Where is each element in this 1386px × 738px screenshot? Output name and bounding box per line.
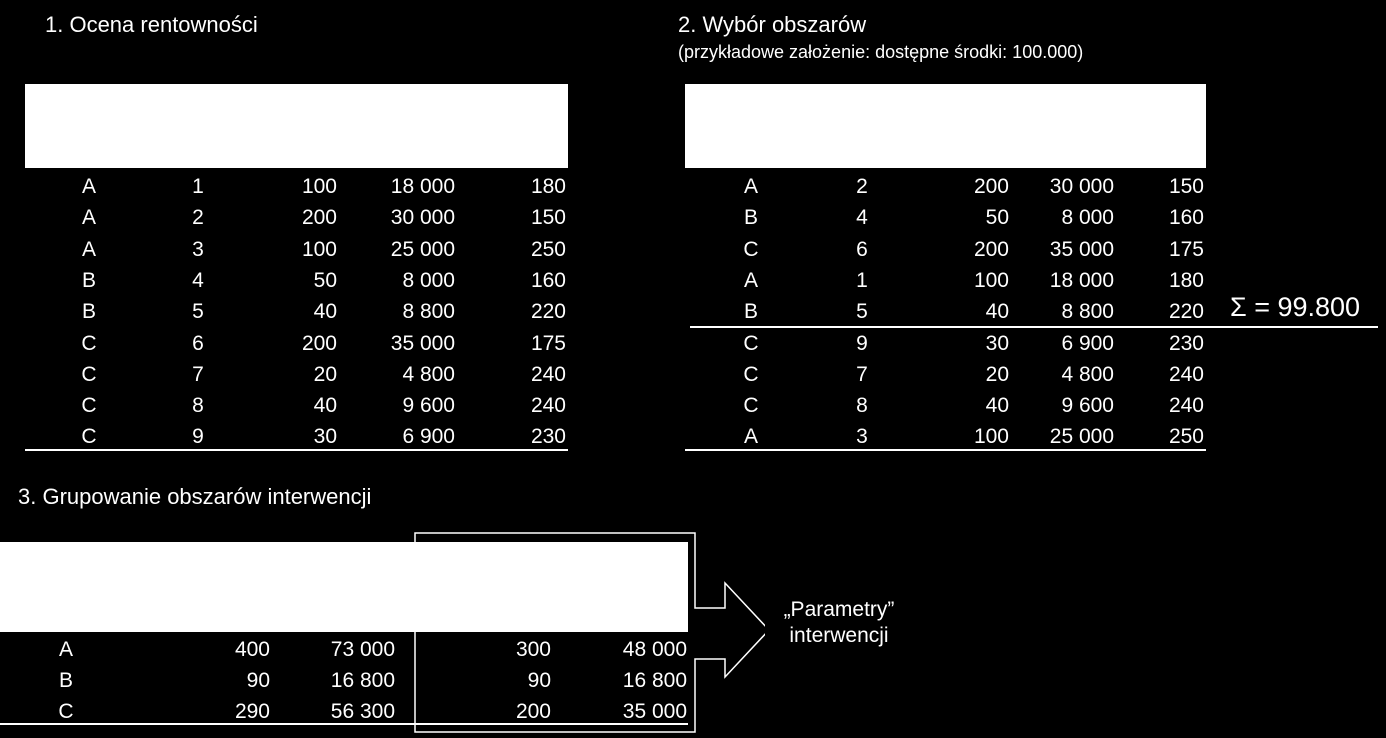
table-cell: A: [743, 175, 759, 198]
table-cell: 7: [192, 362, 204, 386]
table-row: [0, 202, 1386, 233]
table-cell: B: [743, 206, 759, 230]
table-cell: 3: [192, 237, 204, 261]
section2-subtitle: (przykładowe założenie: dostępne środki: 100.000): [678, 42, 1084, 62]
table-cell: 150: [530, 206, 566, 230]
table-cell: 1: [192, 175, 204, 198]
table-cell: 180: [1168, 268, 1204, 292]
table-cell: C: [81, 425, 97, 449]
table-cell: 180: [530, 175, 566, 198]
table-cell: 18 000: [390, 175, 455, 198]
table-cell: 150: [1168, 175, 1204, 198]
table-cell: C: [81, 362, 97, 386]
table-cell: 18 000: [1049, 268, 1114, 292]
table-cell: 7: [856, 362, 868, 386]
table-cell: 8: [856, 394, 868, 418]
table-cell: 1: [856, 268, 868, 292]
table-cell: 5: [192, 300, 204, 324]
table-cell: A: [81, 206, 97, 230]
table-cell: 8 000: [402, 268, 455, 292]
table-cell: A: [743, 268, 759, 292]
table-cell: 40: [313, 394, 337, 418]
table-cell: 240: [1168, 362, 1204, 386]
table-cell: 175: [530, 331, 566, 355]
table-cell: 8 800: [402, 300, 455, 324]
arrow-label-line1: „Parametry”: [783, 598, 895, 621]
table-cell: A: [81, 237, 97, 261]
table-cell: 30 000: [390, 206, 455, 230]
table-cell: 50: [985, 206, 1009, 230]
table-cell: 240: [530, 394, 566, 418]
sum-label: Σ = 99.800: [1230, 292, 1361, 322]
table-cell: C: [743, 362, 759, 386]
section2-title: 2. Wybór obszarów: [678, 12, 867, 37]
section1-title: 1. Ocena rentowności: [45, 12, 258, 37]
table-cell: 9 600: [1061, 394, 1114, 418]
table-cell: B: [58, 669, 74, 692]
budget-cutoff-line: [690, 326, 1378, 328]
section3-title: 3. Grupowanie obszarów interwencji: [18, 484, 372, 509]
table-cell: 4: [856, 206, 868, 230]
table-cell: 400: [234, 638, 270, 661]
table-cell: 6: [192, 331, 204, 355]
table-cell: 30: [313, 425, 337, 449]
table-row: [0, 421, 1386, 452]
table-cell: A: [81, 175, 97, 198]
table-cell: 100: [973, 425, 1009, 449]
table-cell: 56 300: [330, 700, 395, 723]
highlight-box-and-arrow: [405, 525, 765, 738]
table-cell: 90: [246, 669, 270, 692]
arrow-label: [755, 597, 923, 649]
table-cell: 73 000: [330, 638, 395, 661]
table-cell: 300: [515, 638, 551, 661]
section2-header-band: [685, 84, 1206, 168]
table-cell: B: [81, 300, 97, 324]
table-cell: 240: [1168, 394, 1204, 418]
table-cell: 6: [856, 237, 868, 261]
table-cell: 6 900: [402, 425, 455, 449]
table-cell: B: [81, 268, 97, 292]
table-cell: 50: [313, 268, 337, 292]
table-cell: 290: [234, 700, 270, 723]
table-cell: C: [743, 237, 759, 261]
table-cell: 30 000: [1049, 175, 1114, 198]
table-cell: 40: [313, 300, 337, 324]
table-row: [0, 328, 1386, 359]
table-row: [0, 265, 1386, 296]
table-row: [0, 296, 1386, 327]
table-cell: 35 000: [622, 700, 687, 723]
table-row: [0, 359, 1386, 390]
table-cell: 250: [1168, 425, 1204, 449]
table-cell: 250: [530, 237, 566, 261]
table-cell: 2: [192, 206, 204, 230]
table-cell: 100: [301, 175, 337, 198]
table-cell: C: [743, 394, 759, 418]
table-cell: 220: [1168, 300, 1204, 324]
arrow-icon: [415, 533, 765, 732]
table-cell: 200: [973, 175, 1009, 198]
table-cell: 160: [530, 268, 566, 292]
table-cell: 4 800: [402, 362, 455, 386]
table-cell: C: [81, 394, 97, 418]
table-cell: 4 800: [1061, 362, 1114, 386]
table-cell: C: [58, 700, 74, 723]
table-cell: 9: [856, 331, 868, 355]
table-cell: 100: [973, 268, 1009, 292]
table-cell: 4: [192, 268, 204, 292]
table-cell: 200: [301, 331, 337, 355]
table-cell: 160: [1168, 206, 1204, 230]
table-row: [0, 171, 1386, 202]
table-cell: A: [743, 425, 759, 449]
table-cell: 16 800: [622, 669, 687, 692]
table-cell: 30: [985, 331, 1009, 355]
table-cell: 90: [527, 669, 551, 692]
section2-table: [0, 171, 1386, 451]
table-cell: 100: [301, 237, 337, 261]
arrow-label-line2: interwencji: [789, 624, 889, 647]
table-cell: 9: [192, 425, 204, 449]
table-cell: 40: [985, 300, 1009, 324]
table-row: [0, 390, 1386, 421]
table-cell: 6 900: [1061, 331, 1114, 355]
table-cell: 8: [192, 394, 204, 418]
table-cell: 5: [856, 300, 868, 324]
table-cell: 200: [973, 237, 1009, 261]
table-cell: 200: [301, 206, 337, 230]
table-cell: 175: [1168, 237, 1204, 261]
table-cell: 220: [530, 300, 566, 324]
table-cell: 200: [515, 700, 551, 723]
table-cell: C: [81, 331, 97, 355]
table-cell: 40: [985, 394, 1009, 418]
table-cell: 230: [1168, 331, 1204, 355]
table-cell: 20: [313, 362, 337, 386]
table-cell: 9 600: [402, 394, 455, 418]
table-cell: 2: [856, 175, 868, 198]
table-cell: 48 000: [622, 638, 687, 661]
table-cell: 8 000: [1061, 206, 1114, 230]
table-cell: 240: [530, 362, 566, 386]
table-cell: 230: [530, 425, 566, 449]
table-cell: 35 000: [1049, 237, 1114, 261]
section1-header-band: [25, 84, 568, 168]
table-cell: 20: [985, 362, 1009, 386]
table-cell: A: [58, 638, 74, 661]
table-cell: 35 000: [390, 331, 455, 355]
table-cell: 16 800: [330, 669, 395, 692]
table-cell: 8 800: [1061, 300, 1114, 324]
section2-bottom-rule: [685, 449, 1206, 451]
table-cell: B: [743, 300, 759, 324]
table-cell: 3: [856, 425, 868, 449]
table-cell: 25 000: [390, 237, 455, 261]
table-cell: 25 000: [1049, 425, 1114, 449]
table-row: [0, 234, 1386, 265]
table-cell: C: [743, 331, 759, 355]
